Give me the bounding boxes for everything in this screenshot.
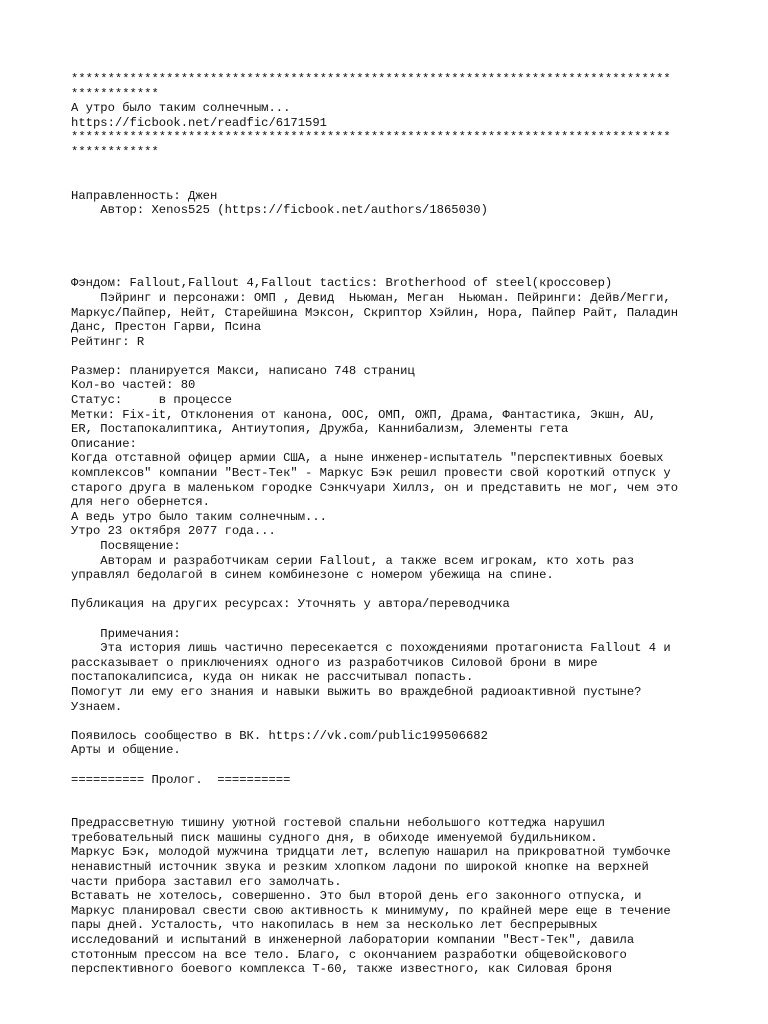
text-line: Примечания:: [71, 626, 181, 641]
text-line: рассказывает о приключениях одного из разработчиков Силовой брони в мире: [71, 655, 598, 670]
document-text: [71, 72, 751, 977]
text-line: Маркус/Пайпер, Нейт, Старейшина Мэксон, Скриптор Хэйлин, Нора, Пайпер Райт, Паладин: [71, 305, 679, 320]
text-line: [71, 233, 751, 248]
text-line: Метки: Fix-it, Отклонения от канона, ООС, ОМП, ОЖП, Драма, Фантастика, Экшн, AU,: [71, 407, 657, 422]
text-line: Направленность: Джен: [71, 188, 218, 203]
text-line: Помогут ли ему его знания и навыки выжить во враждебной радиоактивной пустыне?: [71, 684, 642, 699]
text-line: [71, 247, 751, 262]
text-line: Авторам и разработчикам серии Fallout, а также всем игрокам, кто хоть раз: [71, 553, 635, 568]
text-line: [71, 714, 751, 729]
text-line: [71, 787, 751, 802]
text-line: части прибора заставил его замолчать.: [71, 874, 342, 889]
text-line: ************: [71, 144, 159, 159]
text-line: ER, Постапокалиптика, Антиутопия, Дружба, Каннибализм, Элементы гета: [71, 422, 569, 437]
text-line: Маркус планировал свести свою активность к минимуму, по крайней мере еще в течение: [71, 903, 671, 918]
text-line: Когда отставной офицер армии США, а ныне инженер-испытатель "перспективных боевых: [71, 451, 664, 466]
text-line: **********************************************************************************: [71, 72, 671, 86]
text-line: Узнаем.: [71, 699, 123, 714]
text-line: [71, 160, 751, 175]
text-line: Кол-во частей: 80: [71, 378, 196, 393]
text-line: Вставать не хотелось, совершенно. Это был второй день его законного отпуска, и: [71, 889, 642, 904]
text-line: исследований и испытаний в инженерной лаборатории компании "Вест-Тек", давила: [71, 933, 635, 948]
text-line: управлял бедолагой в синем комбинезоне с номером убежища на спине.: [71, 568, 554, 583]
text-line: ************: [71, 86, 159, 101]
text-line: [71, 758, 751, 773]
text-line: требовательный писк машины судного дня, в обиходе именуемой будильником.: [71, 830, 598, 845]
text-line: **********************************************************************************: [71, 130, 671, 145]
text-line: стотонным прессом на все тело. Благо, с окончанием разработки общевойскового: [71, 947, 627, 962]
text-line: [71, 583, 751, 598]
text-line: ненавистный источник звука и резким хлопком ладони по широкой кнопке на верхней: [71, 860, 649, 875]
text-line: пары дней. Усталость, что накопилась в нем за несколько лет беспрерывных: [71, 918, 598, 933]
text-line: [71, 218, 751, 233]
text-line: Фэндом: Fallout,Fallout 4,Fallout tactics: Brotherhood of steel(кроссовер): [71, 276, 613, 291]
text-line: А утро было таким солнечным...: [71, 101, 291, 116]
text-line: перспективного боевого комплекса Т-60, также известного, как Силовая броня: [71, 962, 613, 977]
text-line: ========== Пролог. ==========: [71, 772, 291, 787]
text-line: [71, 174, 751, 189]
text-line: Появилось сообщество в ВК. https://vk.com/public199506682: [71, 728, 488, 743]
text-line: [71, 802, 751, 817]
text-line: [71, 612, 751, 627]
text-line: Публикация на других ресурсах: Уточнять у автора/переводчика: [71, 597, 510, 612]
text-line: [71, 349, 751, 364]
text-line: А ведь утро было таким солнечным...: [71, 509, 327, 524]
text-line: [71, 262, 751, 277]
text-line: Статус: в процессе: [71, 393, 232, 408]
text-line: Рейтинг: R: [71, 334, 145, 349]
text-line: постапокалипсиса, куда он никак не рассчитывал попасть.: [71, 670, 474, 685]
text-line: Пэйринг и персонажи: ОМП , Девид Ньюман, Меган Ньюман. Пейринги: Дейв/Мегги,: [71, 290, 671, 305]
text-line: Посвящение:: [71, 539, 181, 553]
text-line: Описание:: [71, 436, 137, 451]
text-line: комплексов" компании "Вест-Тек" - Маркус Бэк решил провести свой короткий отпуск у: [71, 466, 671, 481]
text-line: старого друга в маленьком городке Сэнкчуари Хиллз, он и представить не мог, чем это: [71, 480, 679, 495]
text-line: Эта история лишь частично пересекается с похождениями протагониста Fallout 4 и: [71, 641, 671, 656]
text-line: Размер: планируется Макси, написано 748 страниц: [71, 363, 415, 378]
text-line: Предрассветную тишину уютной гостевой спальни небольшого коттеджа нарушил: [71, 816, 605, 831]
text-line: Данс, Престон Гарви, Псина: [71, 320, 262, 335]
text-line: Маркус Бэк, молодой мужчина тридцати лет, вслепую нашарил на прикроватной тумбочке: [71, 845, 671, 860]
text-line: Арты и общение.: [71, 743, 181, 758]
text-line: для него обернется.: [71, 495, 210, 510]
text-line: https://ficbook.net/readfic/6171591: [71, 115, 327, 130]
text-line: Утро 23 октября 2077 года...: [71, 524, 276, 539]
text-line: Автор: Xenos525 (https://ficbook.net/authors/1865030): [71, 203, 488, 218]
